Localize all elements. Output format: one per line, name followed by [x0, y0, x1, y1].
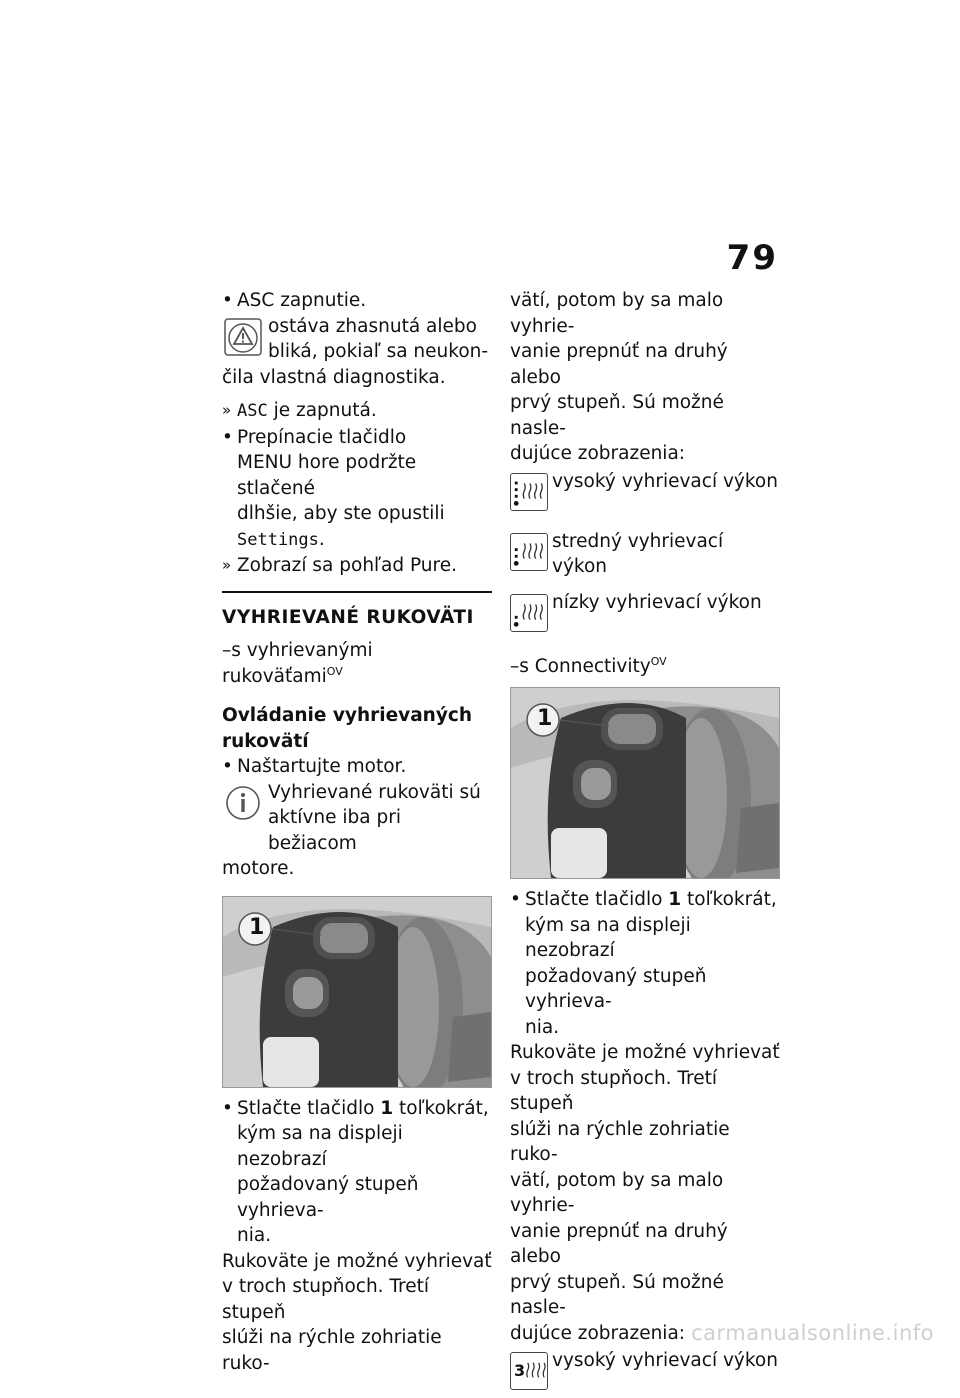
- subhead: Ovládanie vyhrievaných: [222, 705, 473, 726]
- body-line: v troch stupňoch. Tretí stupeň: [510, 1067, 717, 1114]
- menu-line: [237, 527, 492, 554]
- handlebar-control-figure: [222, 896, 492, 1088]
- press-line: [237, 1096, 492, 1122]
- left-column: [222, 288, 492, 1376]
- section-divider: [222, 591, 492, 631]
- menu-line: dlhšie, aby ste opustili: [237, 503, 445, 524]
- menu-line: • Prepínacie tlačidlo: [237, 426, 407, 448]
- press-line: kým sa na displeji nezobrazí: [237, 1123, 403, 1170]
- figure-callout: 1: [249, 914, 265, 940]
- info-line: motore.: [222, 858, 295, 879]
- body-line: Rukoväte je možné vyhrievať: [222, 1250, 492, 1272]
- display-medium-label: stredný vyhrievací výkon: [552, 530, 724, 577]
- body-line: vanie prepnúť na druhý alebo: [510, 1220, 728, 1267]
- press-text: toľkokrát,: [393, 1097, 489, 1119]
- body-line: slúži na rýchle zohriatie ruko-: [510, 1118, 730, 1165]
- asc-on-step: • ASC zapnutie.: [222, 288, 492, 314]
- asc-note-line: čila vlastná diagnostika.: [222, 366, 446, 388]
- body-line: vanie prepnúť na druhý alebo: [510, 341, 728, 388]
- menu-step: [222, 425, 492, 554]
- body-line: prvý stupeň. Sú možné nasle-: [510, 1271, 724, 1318]
- press-text: Stlačte tlačidlo: [237, 1097, 381, 1119]
- display-medium: [510, 529, 780, 580]
- variant-text: –s Connectivity: [510, 655, 651, 677]
- body-line: v troch stupňoch. Tretí stupeň: [222, 1276, 429, 1323]
- handlebar-control-figure: [510, 687, 780, 879]
- press-line: kým sa na displeji nezobrazí: [525, 914, 691, 961]
- variant-text: –s vyhrievanými rukoväťami: [222, 640, 373, 687]
- heat-waves-icon: [525, 1356, 547, 1386]
- body-line: slúži na rýchle zohriatie ruko-: [222, 1327, 442, 1374]
- press-text: toľkokrát,: [681, 889, 777, 910]
- press-text: Stlačte tlačidlo: [525, 889, 669, 910]
- asc-note-line: ostáva zhasnutá alebo: [268, 315, 477, 337]
- press-button-step: [510, 887, 780, 1040]
- button-ref: 1: [380, 1097, 394, 1119]
- display-high-label: vysoký vyhrievací výkon: [552, 470, 778, 492]
- figure-callout: 1: [537, 706, 553, 731]
- asc-result-text: je zapnutá.: [267, 400, 377, 421]
- subhead: rukovätí: [222, 730, 309, 752]
- body-line: vätí, potom by sa malo vyhrie-: [510, 290, 724, 337]
- body-line: vätí, potom by sa malo vyhrie-: [510, 1169, 724, 1216]
- variant-connectivity: [510, 654, 780, 680]
- press-line: nia.: [237, 1225, 272, 1246]
- display-high: [510, 469, 780, 519]
- press-line: nia.: [525, 1016, 560, 1038]
- right-column: [510, 288, 780, 1398]
- menu-line: MENU hore podržte stlačené: [237, 452, 417, 499]
- heat-level-high-icon: [510, 473, 548, 511]
- warning-triangle-icon: [224, 318, 262, 356]
- info-line: Vyhrievané rukoväti sú: [268, 781, 481, 803]
- press-line: požadovaný stupeň vyhrieva-: [237, 1174, 419, 1221]
- asc-warning-note: [222, 314, 492, 391]
- section-title: VYHRIEVANÉ RUKOVÄTI: [222, 606, 474, 628]
- body-line: dujúce zobrazenia:: [510, 443, 686, 464]
- ov-superscript: OV: [326, 664, 343, 678]
- level-3-digit: 3: [514, 1361, 526, 1381]
- body-line: prvý stupeň. Sú možné nasle-: [510, 392, 724, 439]
- asc-result: [222, 398, 492, 425]
- display-level-3: [510, 1348, 780, 1398]
- press-line: požadovaný stupeň vyhrieva-: [525, 965, 707, 1012]
- display-low: [510, 590, 780, 640]
- body-line: Rukoväte je možné vyhrievať: [510, 1042, 780, 1063]
- watermark: carmanualsonline.info: [691, 1320, 934, 1345]
- press-line: [525, 887, 780, 913]
- display-level-3-label: vysoký vyhrievací výkon: [552, 1350, 778, 1371]
- asc-note-line: bliká, pokiaľ sa neukon-: [268, 341, 489, 362]
- heat-level-low-icon: [510, 594, 548, 632]
- variant-heated-grips: [222, 638, 492, 689]
- info-note: [222, 780, 492, 882]
- display-low-label: nízky vyhrievací výkon: [552, 591, 762, 613]
- pure-result: » Zobrazí sa pohľad Pure.: [222, 553, 492, 579]
- button-ref: 1: [668, 889, 682, 910]
- settings-dot: .: [318, 528, 325, 550]
- heat-level-3-icon: [510, 1352, 548, 1390]
- heat-level-medium-icon: [510, 533, 548, 571]
- info-icon: [224, 784, 262, 822]
- page-number: 79: [726, 238, 778, 278]
- start-engine-step: • Naštartujte motor.: [222, 754, 492, 780]
- settings-code: Settings: [237, 529, 319, 550]
- press-button-step: [222, 1096, 492, 1249]
- info-line: aktívne iba pri bežiacom: [268, 807, 401, 854]
- ov-superscript: OV: [650, 654, 667, 668]
- asc-code: ASC: [237, 401, 268, 421]
- body-line: dujúce zobrazenia:: [510, 1322, 686, 1344]
